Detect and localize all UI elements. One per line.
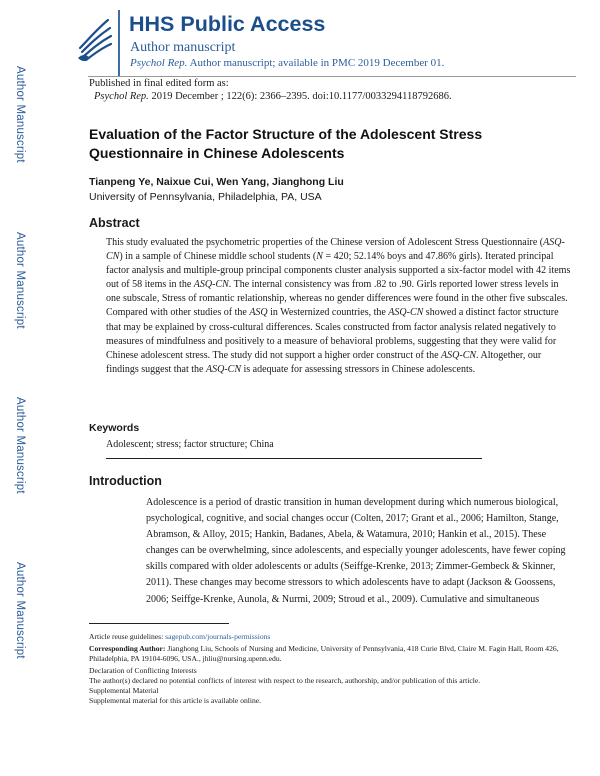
corresponding-author: Corresponding Author: Jianghong Liu, Schools of Nursing and Medicine, University of Pennsylvania, 418 Curie Blvd, Claire M. Fagin Hall, Room 426, Philadelphia, PA 19104-6096, USA., jhliu@nursing.upenn.edu.	[89, 644, 559, 663]
abstract-heading: Abstract	[89, 216, 140, 230]
conflict-text: The author(s) declared no potential conflicts of interest with respect to the research, authorship, and/or publication of this article.	[89, 676, 481, 685]
footnote-rule	[89, 623, 229, 624]
supplemental-text: Supplemental material for this article is available online.	[89, 696, 262, 705]
abstract-text: This study evaluated the psychometric properties of the Chinese version of Adolescent Stress Questionnaire (ASQ-CN) in a sample of Chinese middle school students (N = 420; 52.14% boys and 47.86% girls). Iterated principal factor analysis and multiple-group principal components cluster analysis supported a six-factor model with 42 items out of 58 items in the ASQ-CN. The internal consistency was from .82 to .90. Girls reported lower stress levels in one subscale, Stress of romantic relationship, whereas no gender differences were found in the other five subscales. Compared with other studies of the ASQ in Westernized countries, the ASQ-CN showed a distinct factor structure that may be explained by cross-cultural differences. Scales constructed from factor analysis related negatively to measures of mindfulness and positively to a measure of behavioral problems, suggesting that they were valid for Chinese adolescent stress. The study did not support a higher order construct of the ASQ-CN. Altogether, our findings suggest that the ASQ-CN is adequate for assessing stressors in Chinese adolescents.	[106, 237, 571, 375]
availability-line: Psychol Rep. Author manuscript; available in PMC 2019 December 01.	[130, 57, 445, 69]
hhs-eagle-logo-icon	[74, 14, 114, 66]
published-in-label: Published in final edited form as:	[89, 78, 229, 89]
hhs-title: HHS Public Access	[129, 12, 326, 36]
article-title: Evaluation of the Factor Structure of the Adolescent Stress Questionnaire in Chinese Adolescents	[89, 126, 483, 161]
header-rule	[88, 76, 576, 77]
reuse-guidelines: Article reuse guidelines: sagepub.com/journals-permissions	[89, 632, 271, 641]
keywords-text: Adolescent; stress; factor structure; China	[106, 439, 274, 450]
affiliation: University of Pennsylvania, Philadelphia, PA, USA	[89, 191, 322, 203]
keywords-heading: Keywords	[89, 422, 140, 434]
permissions-link[interactable]: sagepub.com/journals-permissions	[165, 632, 271, 641]
supplemental-heading: Supplemental Material	[89, 686, 159, 695]
introduction-heading: Introduction	[89, 474, 162, 488]
author-list: Tianpeng Ye, Naixue Cui, Wen Yang, Jianghong Liu	[89, 176, 344, 188]
author-manuscript-label: Author manuscript	[130, 40, 236, 55]
citation-line: Psychol Rep. 2019 December ; 122(6): 2366–2395. doi:10.1177/0033294118792686.	[94, 91, 452, 102]
conflict-heading: Declaration of Conflicting Interests	[89, 666, 197, 675]
keywords-rule	[106, 458, 482, 459]
header-divider	[118, 10, 120, 76]
introduction-text: Adolescence is a period of drastic transition in human development during which numerous biological, psychological, cognitive, and social changes occur (Colten, 2017; Grant et al., 2006; Hamilton, Stange, Abramson, & Alloy, 2015; Hankin, Badanes, Abela, & Watamura, 2010; Hankin et al., 2015). These changes can be overwhelming, since adolescents, and especially younger adolescents, have fewer coping skills compared with older adolescents or adults (Seiffge-Krenke, 2013; Zimmer-Gembeck & Skinner, 2011). These changes may become stressors to which adolescents have to adapt (Jackson & Goossens, 2006; Seiffge-Krenke, Aunola, & Nurmi, 2009; Stroud et al., 2009). Cumulative and simultaneous	[146, 497, 566, 605]
